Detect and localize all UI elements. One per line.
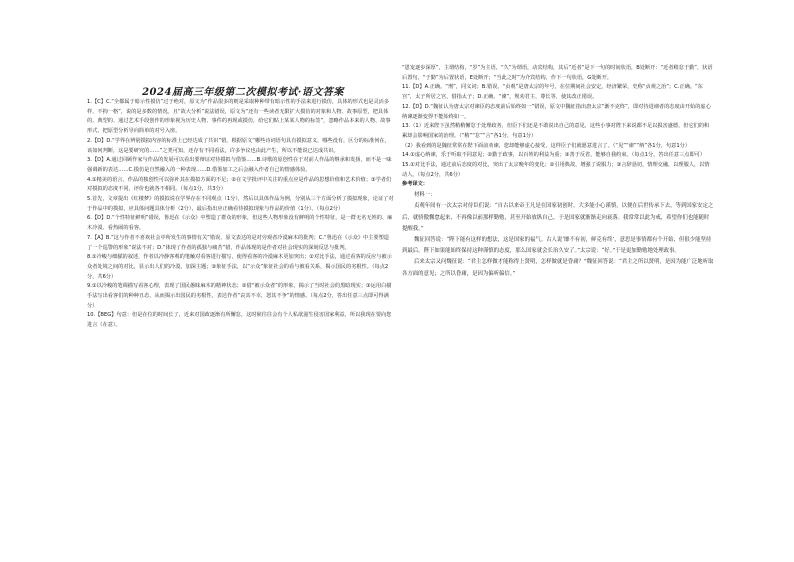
answer-item: 2.【D】D.“学界在辨别摸拟内容的标准上已经达成了共识”错，根据原文“哪些诗词语句具有摸拟意义，哪些没有，区分的标准何在，该如何判断，这是要研究的……”之类可知，还存有不同看法，许多争议也由此产生，所以不能说已达成共识。 (87, 137, 390, 154)
translation-paragraph: 后来太宗又问魏征说：“君主怎样做才能称得上贤明，怎样做就是昏庸？”魏征回答说：“君主之所以贤明，是因为能广泛地听取各方面的意见；之所以昏庸，是因为偏听偏信。” (402, 259, 714, 277)
page-title: 2024届高三年级第二次模拟考试·语文答案 (142, 87, 344, 98)
translation-paragraph: 贞观年间有一次太宗对侍臣们说：“自古以来帝王凡是在国家初创时，大多能小心谨慎，以便在后世传承下去，等到国家安定之后，就骄傲懈怠起来，不再像以前那样勤勉，甚至开始放纵自己，于是国家就渐渐走向衰落。我常常以此为戒，希望你们也能随时提醒我。” (402, 203, 714, 232)
answer-item: 9.①以冷峻的笔调描写看客心理，表现了国民愚昧麻木的精神状态；②借“被示众者”的形象，揭示了当时社会的黑暗现实；③运用白描手法写出看客们的种种丑态，从而揭示出国民的劣根性，表达作者“哀其不幸，怒其不争”的情感。（每点2分，答出任意三点即可得满分） (87, 283, 392, 309)
reference-translation (402, 190, 714, 280)
reference-subheading: 材料一： (414, 192, 436, 199)
answer-item: 11.【D】A.正确。“刑”，同义词；B.错误。“贞观”是唐太宗的年号，在位期间社会安定，经济繁荣，史称“贞观之治”；C.正确。“东宫”，太子所居之宫，借指太子；D.正确。“谏”，规劝君主、尊长等，使其改正错误。 (402, 84, 703, 101)
translation-paragraph: 魏征回答说：“陛下能有这样的想法，这是国家的福气。古人说‘靡不有初，鲜克有终’，意思是事情都有个开始，但很少能坚持到最后。陛下如果能始终保持这种谨慎的态度，那么国家就会长治久安了。”太宗说：“好。”于是更加勤勉地处理政事。 (402, 236, 712, 255)
answer-item: 14.①虚心纳谏，乐于听取不同意见；②勤于政事，以百姓的利益为重；③善于反省，能够自我约束。（每点1分，答出任意三点即可） (402, 152, 706, 159)
answer-list-right (402, 64, 714, 280)
answer-item: 15.①对比手法，通过前后态度的对比，突出了太宗晚年的变化；②引用典故，增强了说服力；③言辞恳切，情理交融，以理服人，以情动人。（每点2分，共6分） (402, 162, 710, 178)
answer-item: “恩宠逐步深厚”，主谓结构，“岁”为主语，“久”为谓语，动宾结构，其后“近者”是下一句的时间状语，B处断开：“近者稍怠于勤”，状语后置句，“于勤”为后置状语，E处断开；“当此之时”为介宾结构，作下一句状语，G处断开。 (402, 65, 713, 81)
right-column (402, 64, 714, 562)
answer-item: 3.【D】A.通过回顾作家与作品的发展可以看出要辩证对待摸拟与借鉴……B.诗歌的原创性在于对前人作品的继承和发扬，而不是一味强调新的表达……C.摸仿是自然融入的一种表现……D.借鉴加工之后会融入作者自己的情感体验。 (87, 157, 392, 173)
answer-item: 13.（1）近来陛下虽然稍稍懈怠于处理政务，但臣下们还是不敢说出自己的意见，这些小事对陛下来说都不足以损害盛德，但它们的积累却会影响国家的治理。（“稍”“怠”“言”各1分，句意1分） (402, 123, 710, 139)
answer-item: 10.【BEG】句意：但是在位的时间长了，近来对国政逐渐有所懈怠，这时候往往会有个人私欲滋生侵害国家利益，所以我现在要向您进言（在意）。 (87, 312, 392, 329)
left-column (87, 64, 394, 562)
answer-item: 4.①精美的语言，作品的独创性可以弥补其在摸拟方面的不足；②在文学批评中关注的重点应是作品的思想价值和艺术价值；③学者们对摸拟的态度不同，评价也就各不相同。（每点1分，共3分） (87, 176, 392, 193)
answer-list-left (87, 98, 394, 331)
answer-item: 6.【D】D.“个性特征鲜明”错误，鲁迅在《示众》中塑造了群众的形象，但这些人物形象没有鲜明的个性特征，是一群无名无姓的、麻木冷漠、看热闹的看客。 (87, 215, 393, 232)
answer-item: 5.首先，文章提出《红楼梦》的摸拟说在学界存在不同观点（1分），然后以具体作品为例，分别从三个方面分析了摸拟现象，论证了对于作品中的摸拟，应具体问题具体分析（2分），最后指出应正确看待摸拟现象与作品的价值（1分）。（每点2分） (87, 196, 394, 212)
answer-item: 8.①冷峻与细腻的叙述，作者以冷静客观的笔触对看客进行描写，使得看客的冷漠麻木更加突出；②对比手法，通过看客的反应与被示众者处境之间的对比，显示出人们的冷漠，加深主题；③象征手法，以“示众”象征社会的看与被看关系，揭示国民的劣根性。（每点2分，共6分） (87, 254, 392, 280)
answer-item: 1.【C】C.“全都属于暗示性摸仿”过于绝对，原文为“作品很多的则是采取种种带有暗示性的手法来进行摸仿，具体的形式也是灵活多样，不拘一格”，说的是多数的情况。且“故大分析”说法错误，原文为“还有一些读者无限扩大摸仿的对象和人物、故事原型，把具体的、典型的、通过艺术手段创作的形象视为历史人物、事件的再现或摸仿，给它们贴上某某人物的标签”，忽略作品本来的人物、故事形式，把原型分析导向简单的对号入座。 (87, 99, 391, 135)
reference-heading: 参考译文： (402, 181, 428, 188)
answer-item: 12.【D】D.“魏征认为唐太宗对谏臣的态度前后始终如一”错误，原文中魏征指出唐太宗“渐不克终”，即对待进谏者的态度由开始的虚心纳谏逐渐变得不能始终如一。 (402, 103, 711, 120)
answer-item: 7.【A】B.“这与作者不喜欢社会中所发生的事情有关”错误，原文表达的是对旁观者冷漠麻木的批判；C.“鲁迅在《示众》中主要塑造了一个巡警的形象”说法不对；D.“体现了作者的孤独与痛苦”错，作品体现的是作者对社会现实的深刻反思与批判。 (87, 234, 389, 251)
answer-item: （2）我看到的是魏征常常在陛下面前劝谏，您却能够虚心接受，这样臣子们就愿意进言了。（“见”“谏”“纳”各1分，句意1分） (402, 142, 690, 149)
